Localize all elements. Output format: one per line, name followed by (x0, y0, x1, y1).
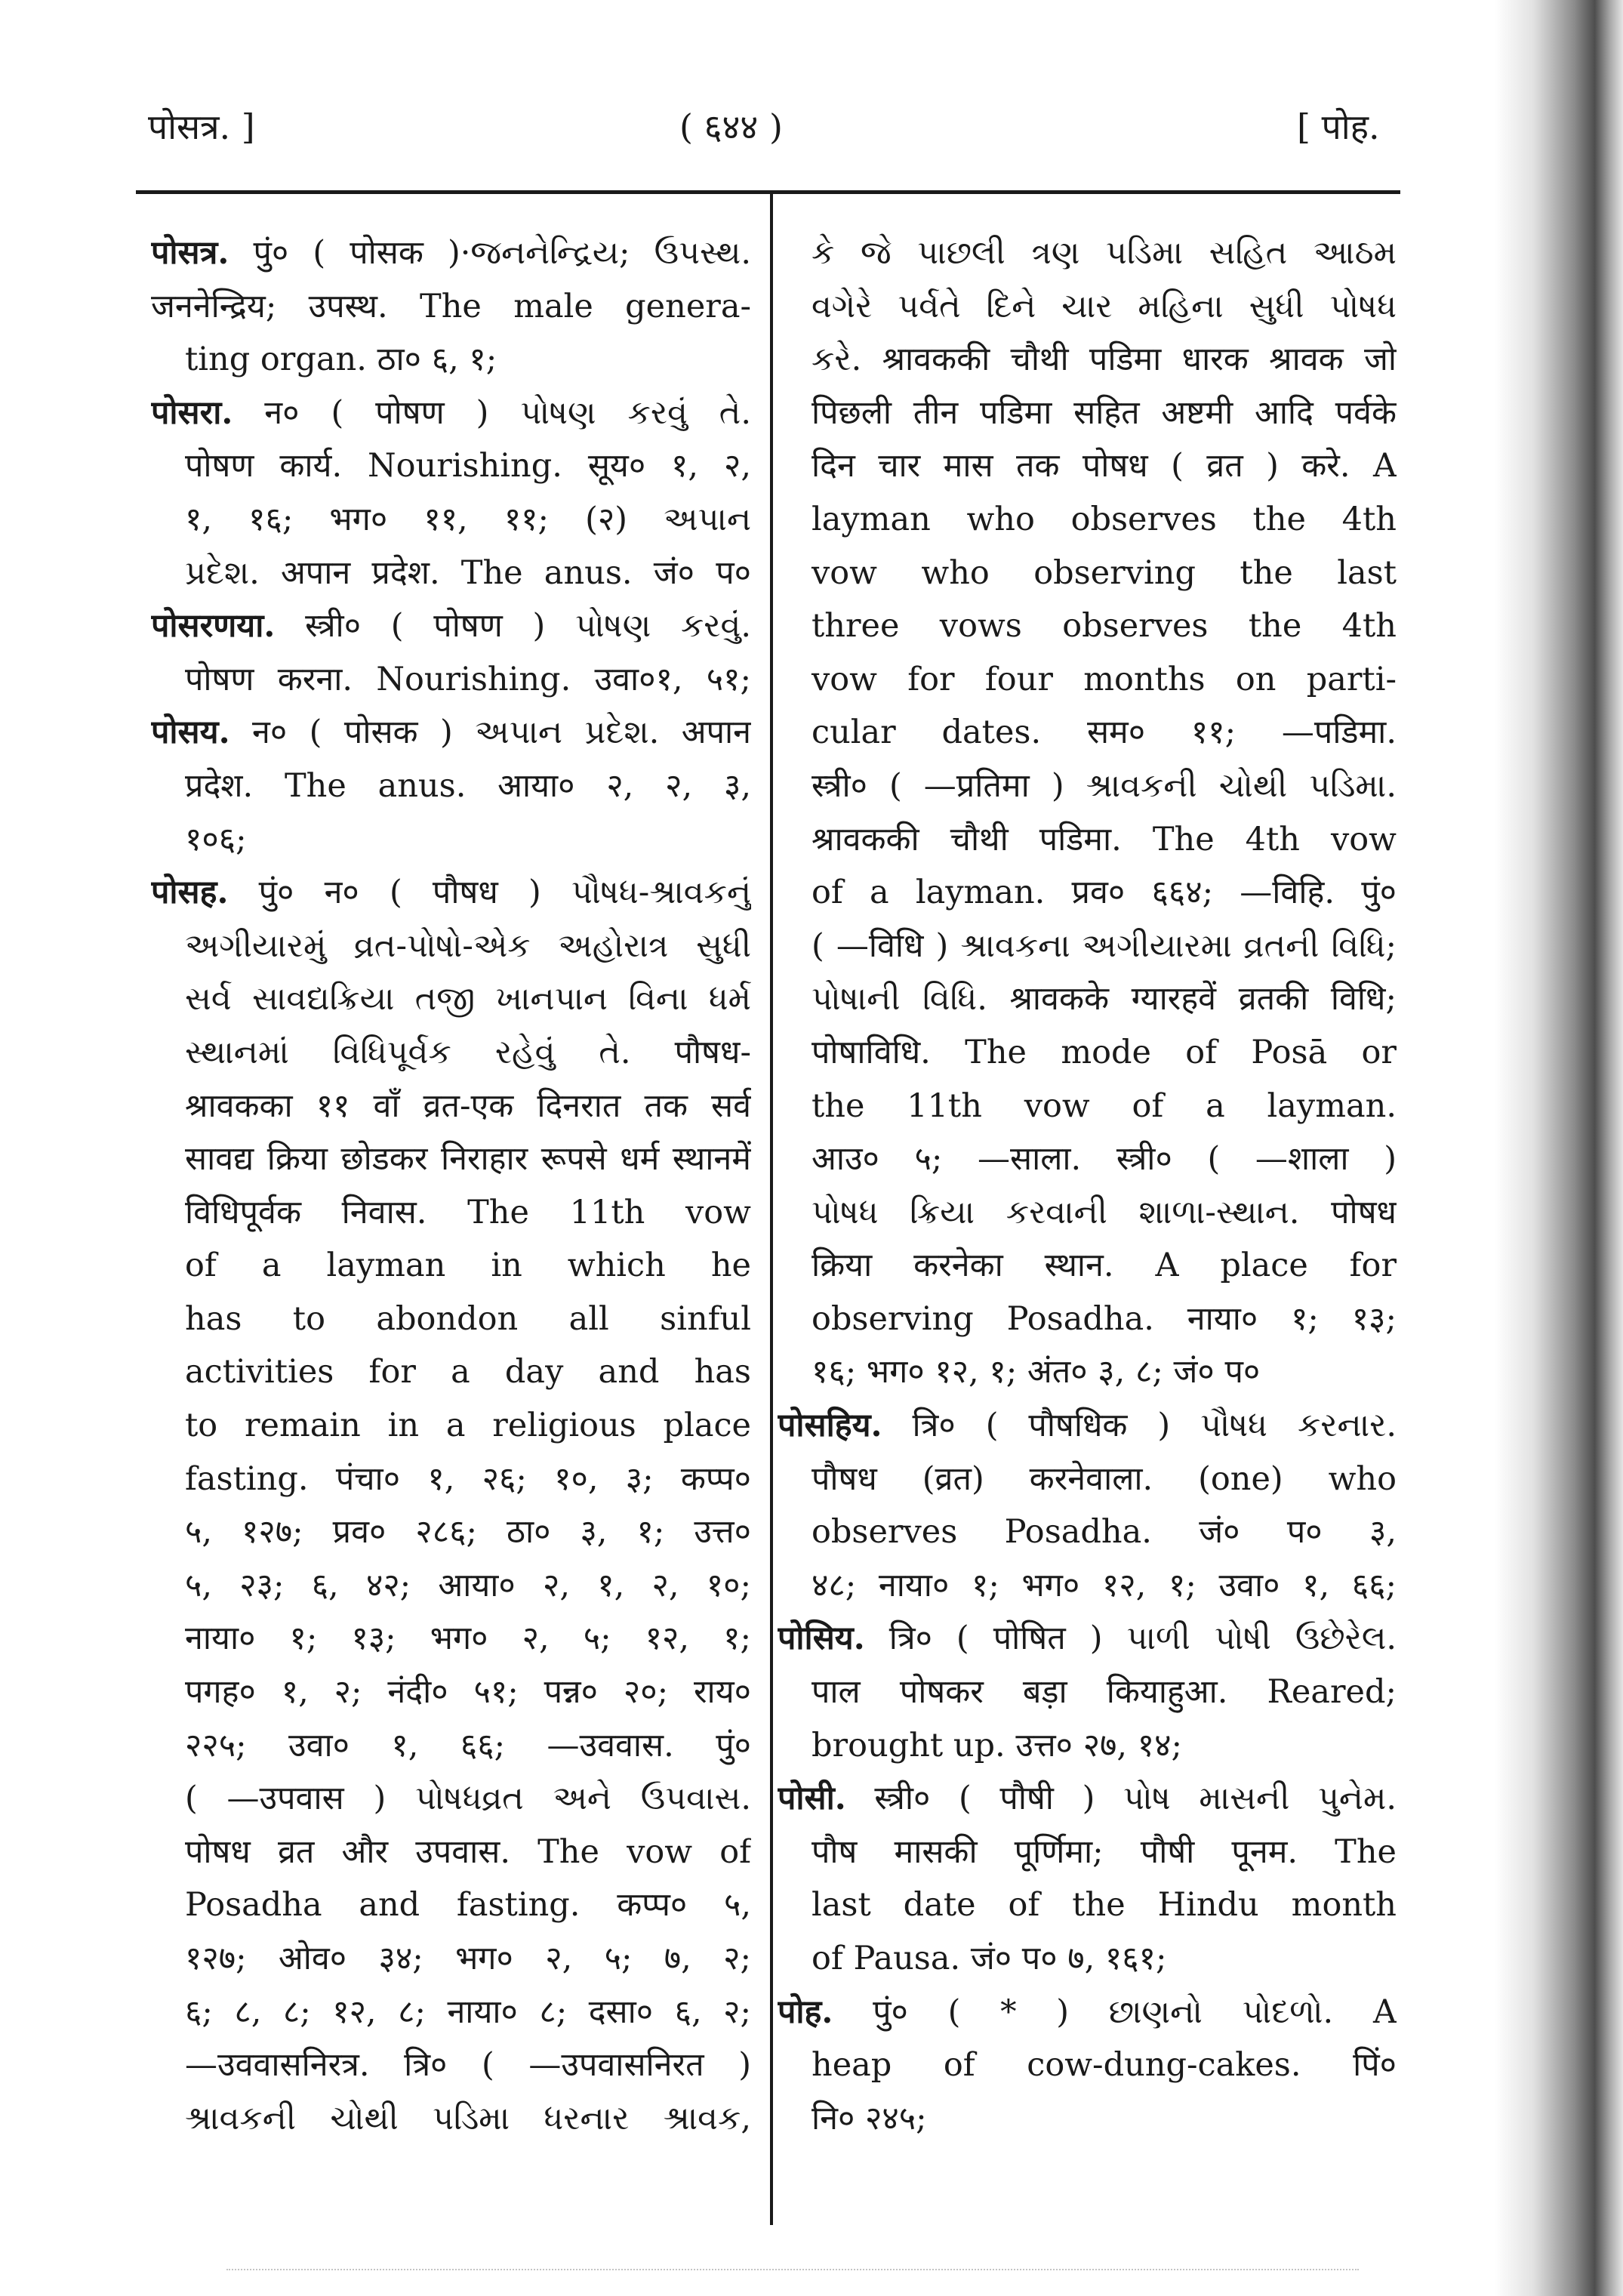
entry-headword-line: पोसी. स्त्री० ( पौषी ) પોષ માસની પુનેમ. (778, 1780, 1397, 1818)
text-line: सावद्य क्रिया छोडकर निराहार रूपसे धर्म स्थानमें (185, 1140, 751, 1179)
text-line: કે જે પાછલી ત્રણ પડિમા સહિત આઠમ (812, 234, 1397, 272)
text-line: जननेन्द्रिय; उपस्थ. The male genera- (151, 287, 751, 325)
text-line: क्रिया करनेका स्थान. A place for (812, 1247, 1397, 1285)
text-line: ६; ८, ८; १२, ८; नाया० ८; दसा० ६, २; (185, 1992, 751, 2031)
text-line: —उववासनिरत्र. त्रि० ( —उपवासनिरत ) (185, 2046, 751, 2085)
text-line: cular dates. सम० ११; —पडिमा. (812, 713, 1397, 752)
entry-headword-line: पोसरा. न० ( पोषण ) પોષણ કરવું તે. (151, 393, 751, 432)
text-line: Posadha and fasting. कप्प० ५, (185, 1886, 751, 1925)
entry-headword-line: पोसय. न० ( पोसक ) અપાન પ્રદેશ. अपान (151, 713, 751, 752)
text-line: २२५; उवा० १, ६६; —उववास. पुं० (185, 1726, 751, 1764)
text-line: અગીયારમું વ્રત-પોષો-એક અહોરાત્ર સુધી (185, 926, 751, 965)
entry-headword-line: पोसिय. त्रि० ( पोषित ) પાળી પોષી ઉછેરેલ. (778, 1620, 1397, 1658)
headword: पोह. (778, 1992, 833, 2031)
text-line: १६; भग० १२, १; अंत० ३, ८; जं० प० (812, 1353, 1261, 1391)
text-line: १२७; ओव० ३४; भग० २, ५; ७, २; (185, 1940, 751, 1977)
text-line: fasting. पंचा० १, २६; १०, ३; कप्प० (185, 1459, 751, 1498)
text-line: आउ० ५; —साला. स्त्री० ( —शाला ) (812, 1140, 1397, 1179)
text-line: કરે. श्रावककी चौथी पडिमा धारक श्रावक जो (812, 341, 1397, 379)
text-line: पिछली तीन पडिमा सहित अष्टमी आदि पर्वके (812, 393, 1397, 432)
text-line: vow who observing the last (812, 553, 1397, 592)
text-line: observes Posadha. जं० प० ३, (812, 1513, 1397, 1552)
text-line: પોષધ ક્રિયા કરવાની શાળા-સ્થાન. पोषध (812, 1193, 1397, 1231)
text-line: of Pausa. जं० प० ७, १६१; (812, 1940, 1167, 1977)
text-line: activities for a day and has (185, 1353, 751, 1391)
text-line: ५, २३; ६, ४२; आया० २, १, २, १०; (185, 1566, 751, 1604)
text-line: पाल पोषकर बड़ा कियाहुआ. Reared; (812, 1673, 1397, 1712)
running-header-left: पोसत्र. ] (148, 106, 255, 147)
entry-headword-line: पोसरणया. स्त्री० ( पोषण ) પોષણ કરવું. (151, 607, 751, 646)
headword: पोसत्र. (151, 234, 229, 272)
text-line: ५, १२७; प्रव० २८६; ठा० ३, १; उत्त० (185, 1513, 751, 1552)
entry-headword-line: पोसहिय. त्रि० ( पौषधिक ) પૌષધ કરનાર. (778, 1407, 1397, 1445)
entry-headword-line: पोसत्र. पुं० ( पोसक )·જનનેન્દ્રિય; ઉપસ્થ. (151, 234, 751, 272)
text-line: ( —विधि ) શ્રાવકના અગીયારમા વ્રતની વિધિ; (812, 926, 1397, 965)
text-line: पौषध (व्रत) करनेवाला. (one) who (812, 1459, 1397, 1498)
text-line: पगह० १, २; नंदी० ५१; पन्न० २०; राय० (185, 1673, 751, 1712)
text-line: विधिपूर्वक निवास. The 11th vow (185, 1193, 751, 1231)
bottom-scan-mark (226, 2269, 1359, 2272)
text-line: of a layman in which he (185, 1247, 751, 1285)
column-divider (770, 194, 773, 2225)
text-line: layman who observes the 4th (812, 500, 1397, 538)
text-line: दिन चार मास तक पोषध ( व्रत ) करे. A (812, 447, 1397, 485)
text-line: स्त्री० ( —प्रतिमा ) શ્રાવકની ચોથી પડિમા. (812, 766, 1397, 805)
text-line: नि० २४५; (812, 2099, 927, 2137)
left-column (151, 227, 751, 2145)
page-edge-shadow (1495, 0, 1623, 2296)
text-line: पोषण कार्य. Nourishing. सूय० १, २, (185, 447, 751, 485)
entry-headword-line: पोह. पुं० ( * ) છાણનો પોદળો. A (778, 1992, 1397, 2031)
text-line: नाया० १; १३; भग० २, ५; १२, १; (185, 1620, 751, 1658)
text-line: पौष मासकी पूर्णिमा; पौषी पूनम. The (812, 1832, 1397, 1871)
headword: पोसरा. (151, 393, 233, 432)
text-line: प्रदेश. The anus. आया० २, २, ३, (185, 766, 751, 805)
text-line: ( —उपवास ) પોષધવ્રત અને ઉપવાસ. (185, 1780, 751, 1818)
text-line: १०६; (185, 820, 247, 858)
text-line: of a layman. प्रव० ६६४; —विहि. पुं० (812, 874, 1397, 912)
text-line: पोषध व्रत और उपवास. The vow of (185, 1832, 751, 1871)
text-line: વગેરે પર્વતે દિને ચાર મહિના સુધી પોષધ (812, 287, 1397, 325)
entry-headword-line: पोसह. पुं० न० ( पौषध ) પૌષધ-શ્રાવકનું (151, 874, 751, 912)
page-number: ( ६४४ ) (679, 106, 783, 147)
text-line: ४८; नाया० १; भग० १२, १; उवा० १, ६६; (812, 1566, 1397, 1604)
text-line: the 11th vow of a layman. (812, 1086, 1397, 1125)
text-line: to remain in a religious place (185, 1407, 751, 1445)
text-line: पोषाविधि. The mode of Posā or (812, 1033, 1397, 1071)
text-line: સર્વ સાવદ્યક્રિયા તજી ખાનપાન વિના ધર્મ (185, 980, 751, 1019)
text-line: heap of cow-dung-cakes. पिं० (812, 2046, 1397, 2085)
headword: पोसिय. (778, 1620, 865, 1658)
headword: पोसह. (151, 874, 229, 912)
text-line: three vows observes the 4th (812, 607, 1397, 646)
text-line: last date of the Hindu month (812, 1886, 1397, 1925)
text-line: ting organ. ठा० ६, १; (185, 341, 497, 379)
headword: पोसय. (151, 713, 230, 752)
text-line: પ્રદેશ. अपान प्रदेश. The anus. जं० प० (185, 553, 751, 592)
text-line: શ્રાવકની ચોથી પડિમા ધરનાર શ્રાવક, (185, 2099, 751, 2137)
header-rule (136, 190, 1400, 194)
text-line: observing Posadha. नाया० १; १३; (812, 1299, 1397, 1338)
headword: पोसरणया. (151, 607, 276, 646)
text-line: પોષાની વિધિ. श्रावकके ग्यारहवें व्रतकी विधि; (812, 980, 1397, 1019)
running-header-right: [ पोह. (1297, 106, 1380, 147)
text-line: श्रावककी चौथी पडिमा. The 4th vow (812, 820, 1397, 858)
text-line: સ્થાનમાં વિધિપૂર્વક રહેવું તે. पौषध- (185, 1033, 751, 1071)
text-line: has to abondon all sinful (185, 1299, 751, 1338)
headword: पोसहिय. (778, 1407, 882, 1445)
right-column (778, 227, 1397, 2145)
text-line: पोषण करना. Nourishing. उवा०१, ५१; (185, 660, 751, 698)
text-line: १, १६; भग० ११, ११; (२) અપાન (185, 500, 751, 538)
text-line: vow for four months on parti- (812, 660, 1397, 698)
text-line: श्रावकका ११ वाँ व्रत-एक दिनरात तक सर्व (185, 1086, 751, 1125)
text-line: brought up. उत्त० २७, १४; (812, 1726, 1182, 1764)
headword: पोसी. (778, 1780, 846, 1818)
